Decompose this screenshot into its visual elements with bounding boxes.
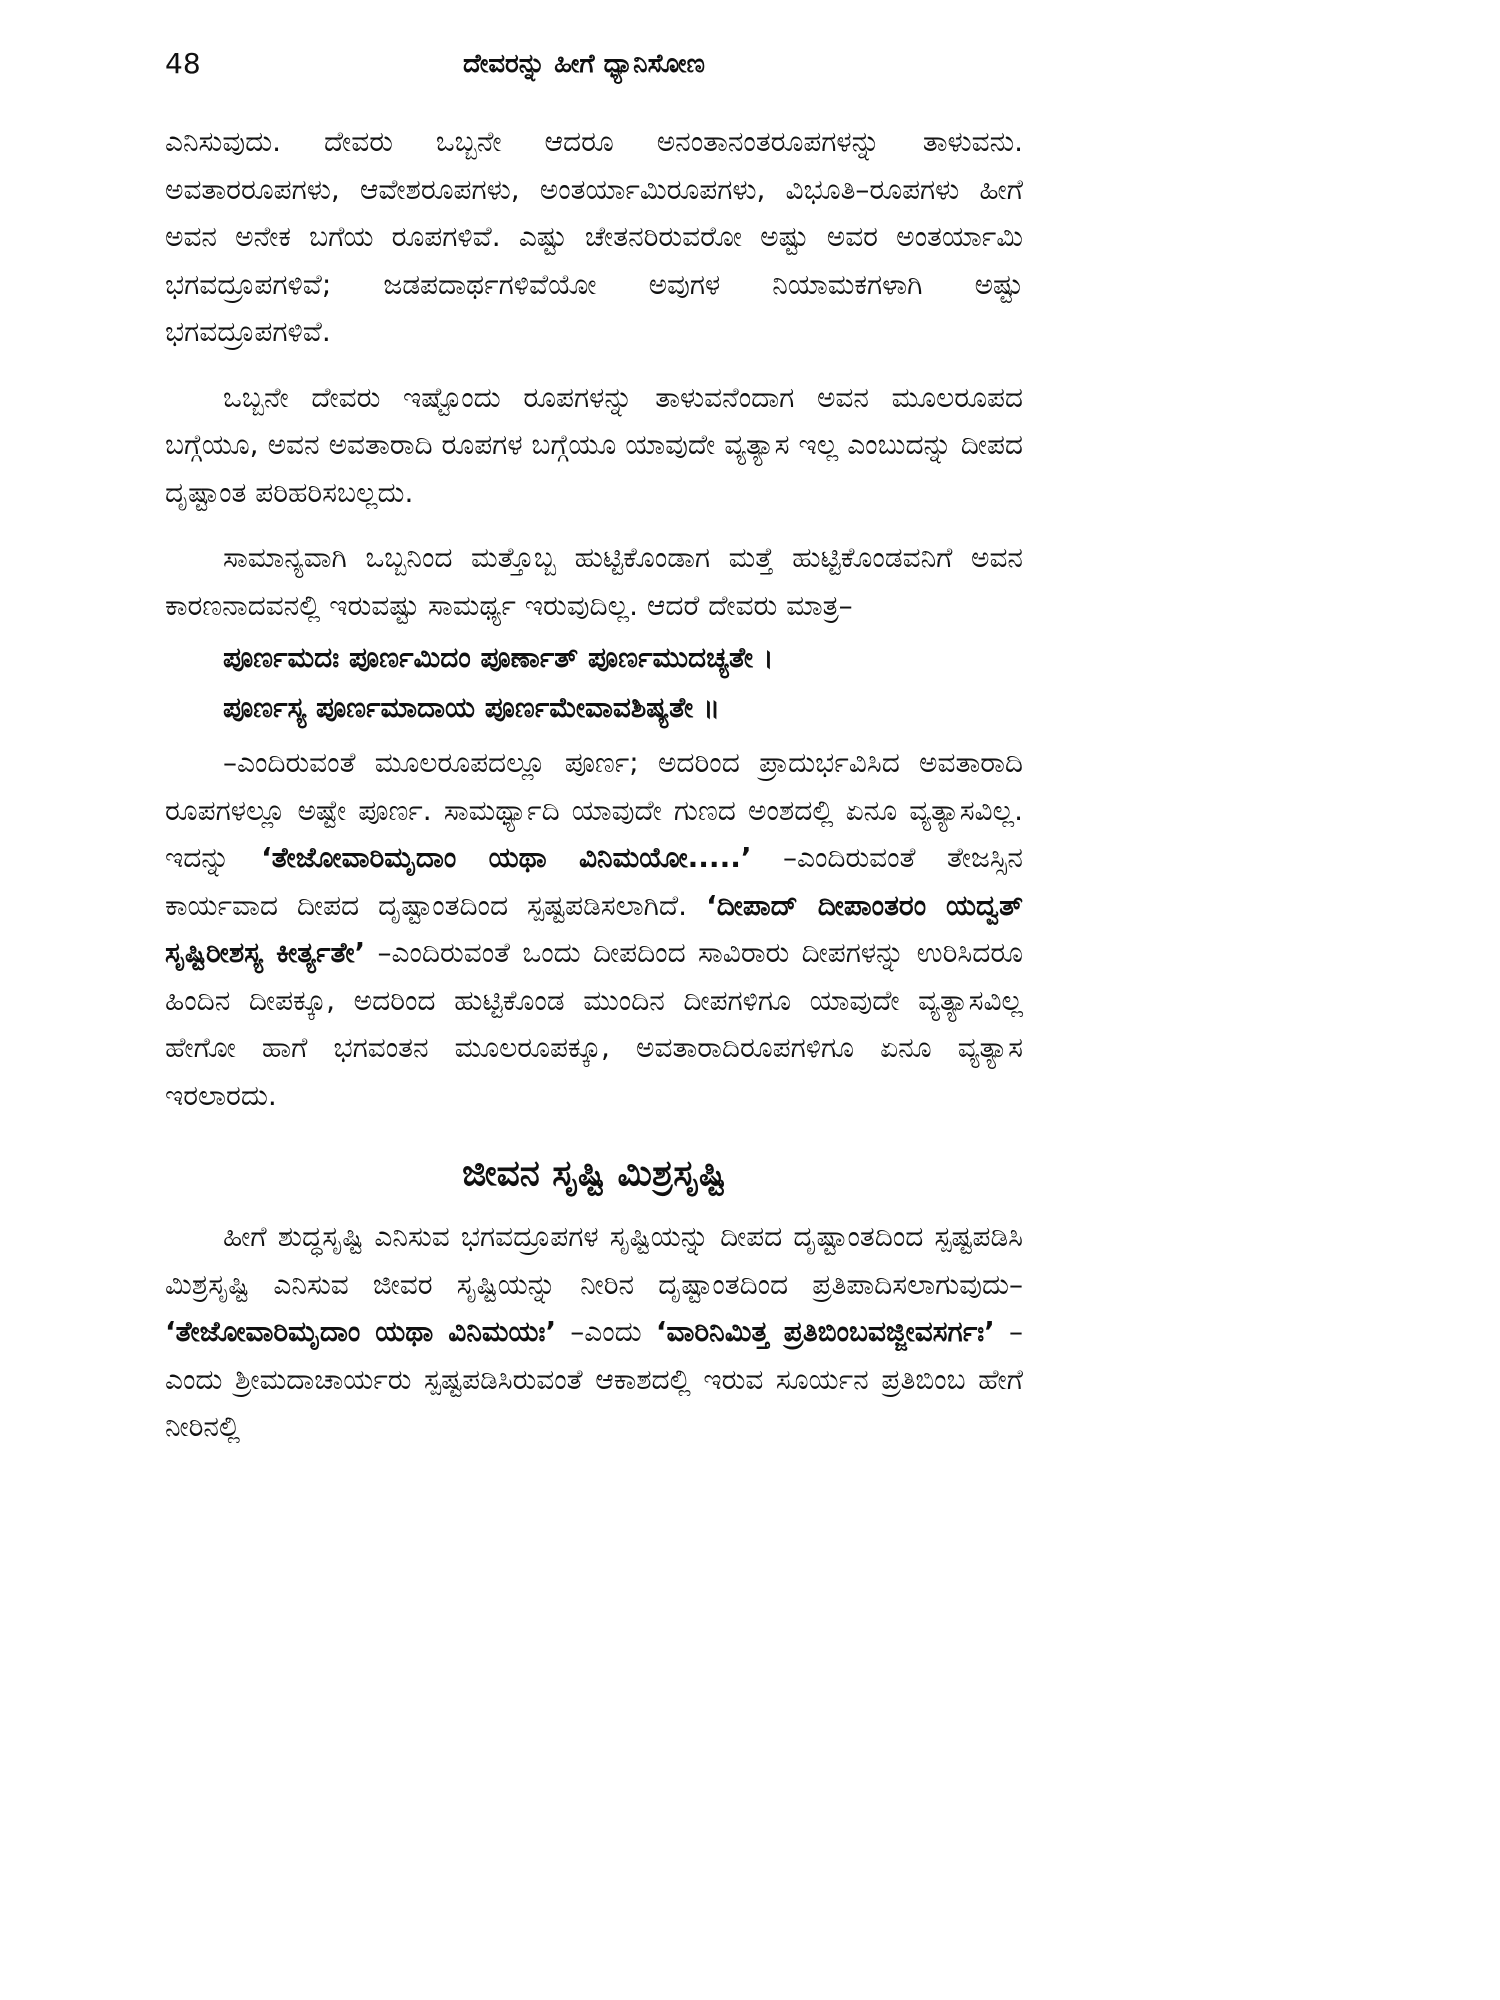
quote-tejovari: ‘ತೇಜೋವಾರಿಮೃದಾಂ ಯಥಾ ವಿನಿಮಯೋ.....’	[261, 841, 752, 874]
paragraph-4-text-c: –ಎಂದಿರುವಂತೆ ಒಂದು ದೀಪದಿಂದ ಸಾವಿರಾರು ದೀಪಗಳನ್ನು ಉರಿಸಿದರೂ ಹಿಂದಿನ ದೀಪಕ್ಕೂ, ಅದರಿಂದ ಹುಟ್ಟಿಕೊಂಡ ಮುಂದಿನ ದೀಪಗಳಿಗೂ ಯಾವುದೇ ವ್ಯತ್ಯಾಸವಿಲ್ಲ ಹೇಗೋ ಹಾಗೆ ಭಗವಂತನ ಮೂಲರೂಪಕ್ಕೂ, ಅವತಾರಾದಿರೂಪಗಳಿಗೂ ಏನೂ ವ್ಯತ್ಯಾಸ ಇರಲಾರದು.	[165, 936, 1024, 1112]
verse-line-1: ಪೂರ್ಣಮದಃ ಪೂರ್ಣಮಿದಂ ಪೂರ್ಣಾತ್ ಪೂರ್ಣಮುದಚ್ಯತೇ ।	[223, 641, 774, 674]
running-title: ದೇವರನ್ನು ಹೀಗೆ ಧ್ಯಾನಿಸೋಣ	[463, 49, 705, 79]
quote-deepad-deepantaram: ‘ದೀಪಾದ್ ದೀಪಾಂತರಂ ಯದ್ವತ್ ಸೃಷ್ಟಿರೀಶಸ್ಯ ಕೀರ್ತ್ಯತೇ’	[165, 888, 1023, 969]
quote-vinimayah: ‘ತೇಜೋವಾರಿಮೃದಾಂ ಯಥಾ ವಿನಿಮಯಃ’	[165, 1315, 557, 1348]
quote-varinimitta: ‘ವಾರಿನಿಮಿತ್ತ ಪ್ರತಿಬಿಂಬವಜ್ಜೀವಸರ್ಗಃ’	[655, 1315, 995, 1348]
page-number: 48	[165, 47, 201, 80]
paragraph-3: ಸಾಮಾನ್ಯವಾಗಿ ಒಬ್ಬನಿಂದ ಮತ್ತೊಬ್ಬ ಹುಟ್ಟಿಕೊಂಡಾಗ ಮತ್ತೆ ಹುಟ್ಟಿಕೊಂಡವನಿಗೆ ಅವನ ಕಾರಣನಾದವನಲ್ಲಿ ಇರುವಷ್ಟು ಸಾಮರ್ಥ್ಯ ಇರುವುದಿಲ್ಲ. ಆದರೆ ದೇವರು ಮಾತ್ರ–	[165, 541, 1023, 622]
paragraph-2: ಒಬ್ಬನೇ ದೇವರು ಇಷ್ಟೊಂದು ರೂಪಗಳನ್ನು ತಾಳುವನೆಂದಾಗ ಅವನ ಮೂಲರೂಪದ ಬಗ್ಗೆಯೂ, ಅವನ ಅವತಾರಾದಿ ರೂಪಗಳ ಬಗ್ಗೆಯೂ ಯಾವುದೇ ವ್ಯತ್ಯಾಸ ಇಲ್ಲ ಎಂಬುದನ್ನು ದೀಪದ ದೃಷ್ಟಾಂತ ಪರಿಹರಿಸಬಲ್ಲದು.	[165, 380, 1023, 509]
verse-block	[165, 633, 1023, 733]
paragraph-5	[165, 1213, 1023, 1451]
paragraph-5-text-a: ಹೀಗೆ ಶುದ್ಧಸೃಷ್ಟಿ ಎನಿಸುವ ಭಗವದ್ರೂಪಗಳ ಸೃಷ್ಟಿಯನ್ನು ದೀಪದ ದೃಷ್ಟಾಂತದಿಂದ ಸ್ಪಷ್ಟಪಡಿಸಿ ಮಿಶ್ರಸೃಷ್ಟಿ ಎನಿಸುವ ಜೀವರ ಸೃಷ್ಟಿಯನ್ನು ನೀರಿನ ದೃಷ್ಟಾಂತದಿಂದ ಪ್ರತಿಪಾದಿಸಲಾಗುವುದು–	[165, 1220, 1023, 1301]
section-heading: ಜೀವನ ಸೃಷ್ಟಿ ಮಿಶ್ರಸೃಷ್ಟಿ	[462, 1153, 726, 1194]
paragraph-4-text-b: –ಎಂದಿರುವಂತೆ ತೇಜಸ್ಸಿನ ಕಾರ್ಯವಾದ ದೀಪದ ದೃಷ್ಟಾಂತದಿಂದ ಸ್ಪಷ್ಟಪಡಿಸಲಾಗಿದೆ.	[165, 841, 1023, 922]
body-text	[165, 118, 1023, 1451]
verse-line-2: ಪೂರ್ಣಸ್ಯ ಪೂರ್ಣಮಾದಾಯ ಪೂರ್ಣಮೇವಾವಶಿಷ್ಯತೇ ॥	[223, 691, 720, 724]
running-head	[165, 40, 1003, 90]
paragraph-4-text-a: –ಎಂದಿರುವಂತೆ ಮೂಲರೂಪದಲ್ಲೂ ಪೂರ್ಣ; ಅದರಿಂದ ಪ್ರಾದುರ್ಭವಿಸಿದ ಅವತಾರಾದಿ ರೂಪಗಳಲ್ಲೂ ಅಷ್ಟೇ ಪೂರ್ಣ. ಸಾಮರ್ಥ್ಯಾದಿ ಯಾವುದೇ ಗುಣದ ಅಂಶದಲ್ಲಿ ಏನೂ ವ್ಯತ್ಯಾಸವಿಲ್ಲ. ಇದನ್ನು	[165, 746, 1023, 874]
paragraph-5-text-b: –ಎಂದು	[556, 1315, 656, 1348]
paragraph-1: ಎನಿಸುವುದು. ದೇವರು ಒಬ್ಬನೇ ಆದರೂ ಅನಂತಾನಂತರೂಪಗಳನ್ನು ತಾಳುವನು. ಅವತಾರರೂಪಗಳು, ಆವೇಶರೂಪಗಳು, ಅಂತರ್ಯಾಮಿರೂಪಗಳು, ವಿಭೂತಿ–ರೂಪಗಳು ಹೀಗೆ ಅವನ ಅನೇಕ ಬಗೆಯ ರೂಪಗಳಿವೆ. ಎಷ್ಟು ಚೇತನರಿರುವರೋ ಅಷ್ಟು ಅವರ ಅಂತರ್ಯಾಮಿ ಭಗವದ್ರೂಪಗಳಿವೆ; ಜಡಪದಾರ್ಥಗಳಿವೆಯೋ ಅವುಗಳ ನಿಯಾಮಕಗಳಾಗಿ ಅಷ್ಟು ಭಗವದ್ರೂಪಗಳಿವೆ.	[165, 125, 1023, 348]
paragraph-5-text-c: –ಎಂದು ಶ್ರೀಮದಾಚಾರ್ಯರು ಸ್ಪಷ್ಟಪಡಿಸಿರುವಂತೆ ಆಕಾಶದಲ್ಲಿ ಇರುವ ಸೂರ್ಯನ ಪ್ರತಿಬಿಂಬ ಹೇಗೆ ನೀರಿನಲ್ಲಿ	[165, 1315, 1023, 1443]
paragraph-4	[165, 739, 1023, 1119]
